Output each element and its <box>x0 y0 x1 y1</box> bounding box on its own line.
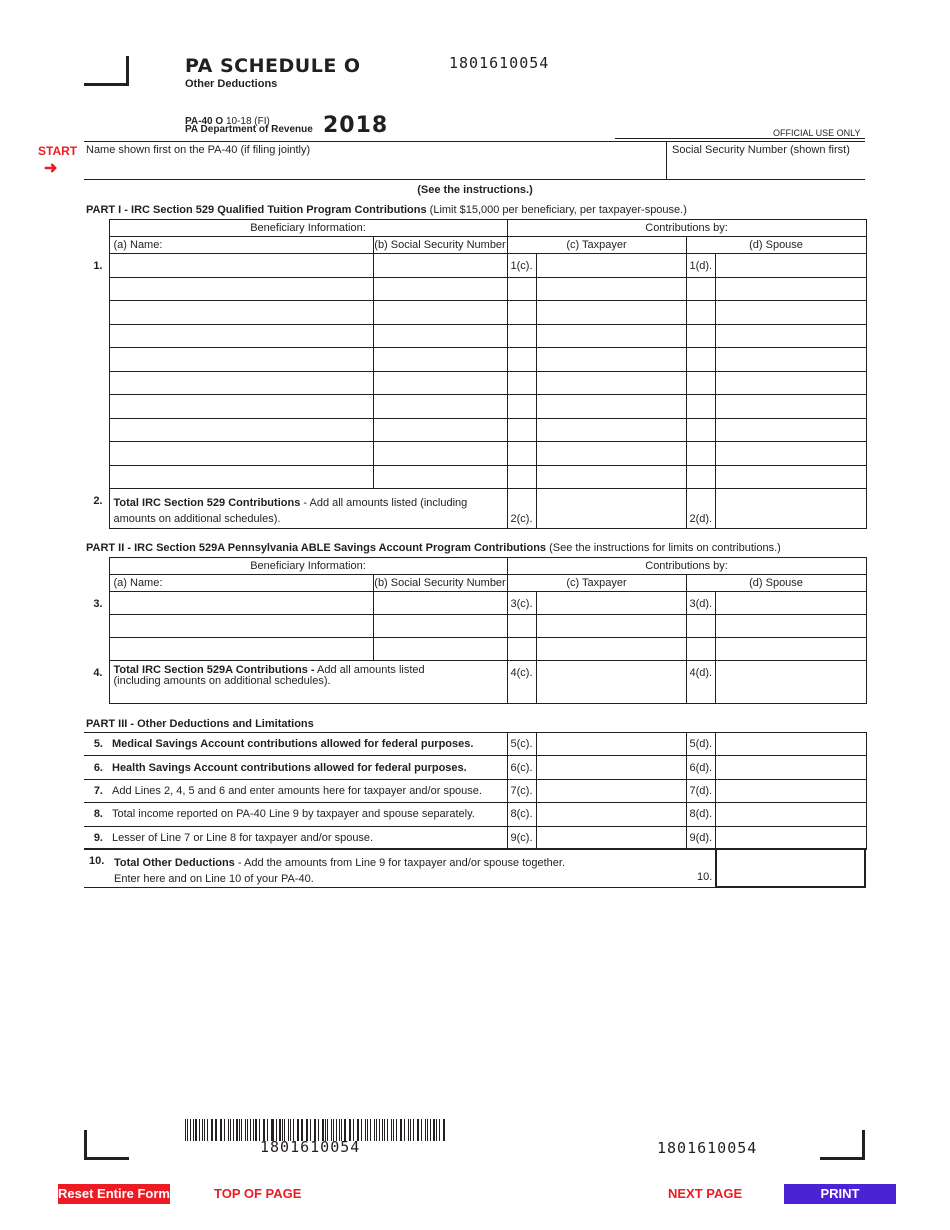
taxpayer-amount-input[interactable] <box>540 421 683 433</box>
taxpayer-line-label: 7(c). <box>507 779 536 802</box>
line-4-bold: Total IRC Section 529A Contributions - <box>113 664 315 676</box>
barcode-bar <box>361 1119 362 1141</box>
taxpayer-amount-input[interactable] <box>540 327 683 339</box>
barcode-bar <box>379 1119 380 1141</box>
line-2d-label: 2(d). <box>686 489 715 529</box>
line-2-bold: Total IRC Section 529 Contributions <box>113 497 301 509</box>
line-2-row <box>84 489 866 529</box>
line-10-top-rule <box>84 848 716 849</box>
able-beneficiary-name-input[interactable] <box>113 617 370 629</box>
barcode-bar <box>233 1119 234 1141</box>
barcode-bar <box>376 1119 377 1141</box>
official-use-rule <box>615 138 865 139</box>
form-revision: 10-18 (FI) <box>225 116 270 127</box>
barcode-bar <box>193 1119 194 1141</box>
taxpayer-amount-input[interactable] <box>540 397 683 409</box>
form-code: PA-40 O <box>185 116 224 127</box>
spouse-amount-cell <box>715 779 866 802</box>
able-beneficiary-name-input[interactable] <box>113 594 370 606</box>
spouse-amount-input[interactable] <box>719 397 863 409</box>
barcode-bar <box>253 1119 254 1141</box>
line-2-text2: amounts on additional schedules). <box>113 513 281 525</box>
spouse-amount-cell <box>715 803 866 826</box>
spouse-line-label: 9(d). <box>686 826 715 849</box>
part1-contributions-header: Contributions by: <box>507 220 866 237</box>
department: PA Department of Revenue <box>185 124 313 135</box>
beneficiary-ssn-input[interactable] <box>377 374 504 386</box>
part2-contributions-header: Contributions by: <box>507 558 866 575</box>
line-10-input[interactable] <box>717 850 864 886</box>
part1-row <box>84 254 866 278</box>
part1-col-ssn: (b) Social Security Number <box>373 237 507 254</box>
line-description: Total income reported on PA-40 Line 9 by taxpayer and spouse separately. <box>109 803 507 826</box>
taxpayer-line-label: 8(c). <box>507 803 536 826</box>
line-3-number: 3. <box>93 597 103 610</box>
see-instructions: (See the instructions.) <box>417 184 533 196</box>
line-10-text2: Enter here and on Line 10 of your PA-40. <box>114 873 314 885</box>
official-use-label: OFFICIAL USE ONLY <box>773 128 861 138</box>
header-barcode-number: 1801610054 <box>449 54 550 72</box>
part2-beneficiary-header: Beneficiary Information: <box>109 558 507 575</box>
barcode-bar <box>418 1119 419 1141</box>
beneficiary-name-input[interactable] <box>113 327 370 339</box>
barcode-bar <box>215 1119 217 1141</box>
spouse-amount-input[interactable] <box>719 832 863 844</box>
taxpayer-amount-input[interactable] <box>540 280 683 292</box>
barcode-bar <box>410 1119 412 1141</box>
barcode-bar <box>427 1119 428 1141</box>
form-subtitle: Other Deductions <box>185 78 278 90</box>
tax-year: 2018 <box>323 113 389 138</box>
part3-line-row <box>84 779 866 802</box>
part1-beneficiary-header: Beneficiary Information: <box>109 220 507 237</box>
next-page-link[interactable]: NEXT PAGE <box>668 1186 743 1201</box>
taxpayer-amount-cell <box>536 756 686 779</box>
barcode-bar <box>444 1119 445 1141</box>
taxpayer-amount-cell <box>536 803 686 826</box>
line-4d-label: 4(d). <box>686 661 715 704</box>
spouse-amount-input[interactable] <box>719 303 863 315</box>
beneficiary-ssn-input[interactable] <box>377 444 504 456</box>
beneficiary-ssn-input[interactable] <box>377 397 504 409</box>
part1-col-spouse: (d) Spouse <box>686 237 866 254</box>
part2-title <box>86 542 781 554</box>
barcode-bar <box>408 1119 409 1141</box>
beneficiary-name-input[interactable] <box>113 256 370 268</box>
line-4-text: Add all amounts listed <box>317 664 425 676</box>
taxpayer-amount-input[interactable] <box>540 832 683 844</box>
spouse-amount-input[interactable] <box>719 444 863 456</box>
top-of-page-link[interactable]: TOP OF PAGE <box>214 1186 302 1201</box>
part2-title-bold: PART II - IRC Section 529A Pennsylvania ABLE Savings Account Program Contributions <box>86 542 547 554</box>
taxpayer-amount-input[interactable] <box>540 303 683 315</box>
taxpayer-amount-input[interactable] <box>540 444 683 456</box>
line-4-text2: (including amounts on additional schedules). <box>113 675 331 687</box>
barcode-bar <box>370 1119 371 1141</box>
spouse-amount-cell <box>715 733 866 756</box>
spouse-line-label: 6(d). <box>686 756 715 779</box>
spouse-amount-input[interactable] <box>719 327 863 339</box>
barcode-bar <box>417 1119 418 1141</box>
line-4-description <box>109 661 507 704</box>
barcode-bar <box>391 1119 392 1141</box>
beneficiary-name-input[interactable] <box>113 280 370 292</box>
print-button[interactable]: PRINT <box>784 1184 896 1204</box>
line-10-number: 10. <box>89 855 105 867</box>
line-2-text: - Add all amounts listed (including <box>303 497 468 509</box>
line-2c-input[interactable] <box>540 491 683 503</box>
part1-title-bold: PART I - IRC Section 529 Qualified Tuition Program Contributions <box>86 204 427 216</box>
taxpayer-amount-input[interactable] <box>540 468 683 480</box>
line-4-row <box>84 661 866 704</box>
form-title: PA SCHEDULE O <box>185 55 361 77</box>
line-number: 6. <box>84 756 109 779</box>
spouse-amount-input[interactable] <box>719 280 863 292</box>
barcode-bar <box>185 1119 186 1141</box>
barcode-bar <box>400 1119 401 1141</box>
beneficiary-ssn-input[interactable] <box>377 468 504 480</box>
line-number: 5. <box>84 733 109 756</box>
part2-table <box>84 557 867 704</box>
name-row-bottom-rule <box>84 179 865 180</box>
beneficiary-name-input[interactable] <box>113 444 370 456</box>
name-label: Name shown first on the PA-40 (if filing jointly) <box>86 144 311 156</box>
line-10-description <box>114 855 565 887</box>
barcode-bar <box>202 1119 203 1141</box>
barcode-bar <box>204 1119 205 1141</box>
beneficiary-name-input[interactable] <box>113 421 370 433</box>
barcode-bar <box>430 1119 431 1141</box>
beneficiary-ssn-input[interactable] <box>377 280 504 292</box>
part1-table <box>84 219 867 529</box>
spouse-line-label: 5(d). <box>686 733 715 756</box>
barcode-bar <box>220 1119 221 1141</box>
spouse-amount-input[interactable] <box>719 256 863 268</box>
taxpayer-amount-input[interactable] <box>540 350 683 362</box>
barcode-bar <box>236 1119 238 1141</box>
part3-line-row <box>84 803 866 826</box>
registration-mark-top-left <box>84 56 129 86</box>
spouse-amount-input[interactable] <box>719 468 863 480</box>
line-description: Add Lines 2, 4, 5 and 6 and enter amounts here for taxpayer and/or spouse. <box>109 779 507 802</box>
part1-title <box>86 204 687 216</box>
barcode-bar <box>439 1119 440 1141</box>
barcode-bar <box>245 1119 246 1141</box>
line-10-bold: Total Other Deductions <box>114 857 235 869</box>
beneficiary-ssn-input[interactable] <box>377 303 504 315</box>
barcode-bar <box>241 1119 242 1141</box>
barcode-bar <box>230 1119 231 1141</box>
barcode-bar <box>387 1119 389 1141</box>
line-3c-label: 3(c). <box>507 592 536 615</box>
footer-ocr-number: 1801610054 <box>657 1139 758 1157</box>
part1-col-taxpayer: (c) Taxpayer <box>507 237 686 254</box>
line-10-text: - Add the amounts from Line 9 for taxpayer and/or spouse together. <box>237 857 566 869</box>
part2-col-taxpayer: (c) Taxpayer <box>507 575 686 592</box>
line-3d-label: 3(d). <box>686 592 715 615</box>
line-4c-label: 4(c). <box>507 661 536 704</box>
able-spouse-amount-input[interactable] <box>719 617 863 629</box>
barcode-bar <box>382 1119 383 1141</box>
registration-mark-bottom-right <box>820 1130 865 1160</box>
part1-row <box>84 418 866 442</box>
barcode-bar <box>421 1119 422 1141</box>
barcode-bar <box>433 1119 435 1141</box>
barcode-bar <box>190 1119 191 1141</box>
beneficiary-name-input[interactable] <box>113 468 370 480</box>
line-10-bottom-rule <box>84 887 716 888</box>
barcode-bar <box>211 1119 212 1141</box>
ssn-input[interactable] <box>672 158 862 177</box>
taxpayer-amount-input[interactable] <box>540 808 683 820</box>
taxpayer-line-label: 6(c). <box>507 756 536 779</box>
line-description: Lesser of Line 7 or Line 8 for taxpayer and/or spouse. <box>109 826 507 849</box>
spouse-amount-input[interactable] <box>719 374 863 386</box>
spouse-line-label: 7(d). <box>686 779 715 802</box>
barcode-bar <box>367 1119 369 1141</box>
name-input[interactable] <box>86 158 661 177</box>
line-2d-input[interactable] <box>719 491 863 503</box>
part2-title-rest: (See the instructions for limits on contributions.) <box>549 542 781 554</box>
barcode-bar <box>228 1119 229 1141</box>
able-beneficiary-ssn-input[interactable] <box>377 617 504 629</box>
spouse-amount-cell <box>715 826 866 849</box>
spouse-line-label: 8(d). <box>686 803 715 826</box>
barcode-bar <box>250 1119 251 1141</box>
beneficiary-ssn-input[interactable] <box>377 256 504 268</box>
registration-mark-bottom-left <box>84 1130 129 1160</box>
line-description: Medical Savings Account contributions allowed for federal purposes. <box>109 733 507 756</box>
able-taxpayer-amount-input[interactable] <box>540 617 683 629</box>
part2-row <box>84 615 866 638</box>
able-spouse-amount-input[interactable] <box>719 640 863 652</box>
part3-title: PART III - Other Deductions and Limitations <box>86 718 314 730</box>
line-number: 9. <box>84 826 109 849</box>
barcode-bar <box>255 1119 257 1141</box>
taxpayer-amount-cell <box>536 779 686 802</box>
name-row-top-rule <box>84 141 865 142</box>
part2-col-ssn: (b) Social Security Number <box>373 575 507 592</box>
beneficiary-name-input[interactable] <box>113 374 370 386</box>
part1-row <box>84 442 866 466</box>
line-2c-label: 2(c). <box>507 489 536 529</box>
spouse-amount-input[interactable] <box>719 421 863 433</box>
line-number: 7. <box>84 779 109 802</box>
barcode-bar <box>207 1119 208 1141</box>
line-4-number: 4. <box>93 666 103 679</box>
barcode-bar <box>247 1119 248 1141</box>
barcode-bar <box>224 1119 225 1141</box>
spouse-amount-cell <box>715 756 866 779</box>
barcode-bar <box>425 1119 426 1141</box>
part1-row <box>84 324 866 348</box>
spouse-amount-input[interactable] <box>719 808 863 820</box>
able-beneficiary-ssn-input[interactable] <box>377 640 504 652</box>
line-1-number: 1. <box>93 259 103 272</box>
line-1c-label: 1(c). <box>507 254 536 278</box>
line-description: Health Savings Account contributions allowed for federal purposes. <box>109 756 507 779</box>
barcode-bar <box>239 1119 240 1141</box>
barcode-bar <box>374 1119 375 1141</box>
taxpayer-line-label: 5(c). <box>507 733 536 756</box>
barcode-bar <box>413 1119 414 1141</box>
part1-row <box>84 371 866 395</box>
able-beneficiary-ssn-input[interactable] <box>377 594 504 606</box>
part3-line-row <box>84 733 866 756</box>
barcode-bar <box>365 1119 366 1141</box>
part1-row <box>84 395 866 419</box>
part3-line-row <box>84 756 866 779</box>
taxpayer-amount-cell <box>536 826 686 849</box>
part3-line-row <box>84 826 866 849</box>
line-4d-input[interactable] <box>719 663 863 675</box>
beneficiary-name-input[interactable] <box>113 303 370 315</box>
line-2-description <box>109 489 507 529</box>
part1-title-rest: (Limit $15,000 per beneficiary, per taxpayer-spouse.) <box>429 204 687 216</box>
name-ssn-divider <box>666 141 667 179</box>
reset-form-button[interactable]: Reset Entire Form <box>58 1184 170 1204</box>
part1-row <box>84 277 866 301</box>
part1-row <box>84 348 866 372</box>
beneficiary-ssn-input[interactable] <box>377 421 504 433</box>
able-spouse-amount-input[interactable] <box>719 594 863 606</box>
footer-barcode-number: 1801610054 <box>260 1138 361 1156</box>
line-1d-label: 1(d). <box>686 254 715 278</box>
beneficiary-ssn-input[interactable] <box>377 350 504 362</box>
spouse-amount-input[interactable] <box>719 785 863 797</box>
taxpayer-amount-input[interactable] <box>540 785 683 797</box>
barcode-bar <box>195 1119 197 1141</box>
part2-col-name: (a) Name: <box>109 575 373 592</box>
part1-col-name: (a) Name: <box>109 237 373 254</box>
taxpayer-amount-cell <box>536 733 686 756</box>
line-10-label: 10. <box>697 871 713 883</box>
line-10-box <box>715 848 866 888</box>
line-2-number: 2. <box>93 494 103 507</box>
beneficiary-ssn-input[interactable] <box>377 327 504 339</box>
taxpayer-amount-input[interactable] <box>540 738 683 750</box>
part2-col-spouse: (d) Spouse <box>686 575 866 592</box>
barcode-bar <box>199 1119 200 1141</box>
barcode-bar <box>221 1119 222 1141</box>
barcode-bar <box>401 1119 402 1141</box>
start-label: START <box>38 144 78 158</box>
beneficiary-name-input[interactable] <box>113 397 370 409</box>
part1-row <box>84 465 866 489</box>
barcode-bar <box>393 1119 394 1141</box>
spouse-amount-input[interactable] <box>719 762 863 774</box>
taxpayer-amount-input[interactable] <box>540 374 683 386</box>
taxpayer-amount-input[interactable] <box>540 762 683 774</box>
part3-table <box>84 732 867 850</box>
beneficiary-name-input[interactable] <box>113 350 370 362</box>
line-4c-input[interactable] <box>540 663 683 675</box>
barcode-bar <box>187 1119 188 1141</box>
taxpayer-line-label: 9(c). <box>507 826 536 849</box>
barcode-bar <box>384 1119 385 1141</box>
part2-row <box>84 592 866 615</box>
ssn-label: Social Security Number (shown first) <box>672 144 850 156</box>
line-number: 8. <box>84 803 109 826</box>
spouse-amount-input[interactable] <box>719 738 863 750</box>
taxpayer-amount-input[interactable] <box>540 256 683 268</box>
part2-row <box>84 638 866 661</box>
barcode-bar <box>396 1119 397 1141</box>
start-arrow-icon: ➜ <box>44 160 58 177</box>
spouse-amount-input[interactable] <box>719 350 863 362</box>
barcode-bar <box>443 1119 444 1141</box>
barcode-bar <box>436 1119 437 1141</box>
barcode-bar <box>212 1119 213 1141</box>
able-taxpayer-amount-input[interactable] <box>540 640 683 652</box>
able-beneficiary-name-input[interactable] <box>113 640 370 652</box>
part1-row <box>84 301 866 325</box>
able-taxpayer-amount-input[interactable] <box>540 594 683 606</box>
barcode-bar <box>404 1119 405 1141</box>
